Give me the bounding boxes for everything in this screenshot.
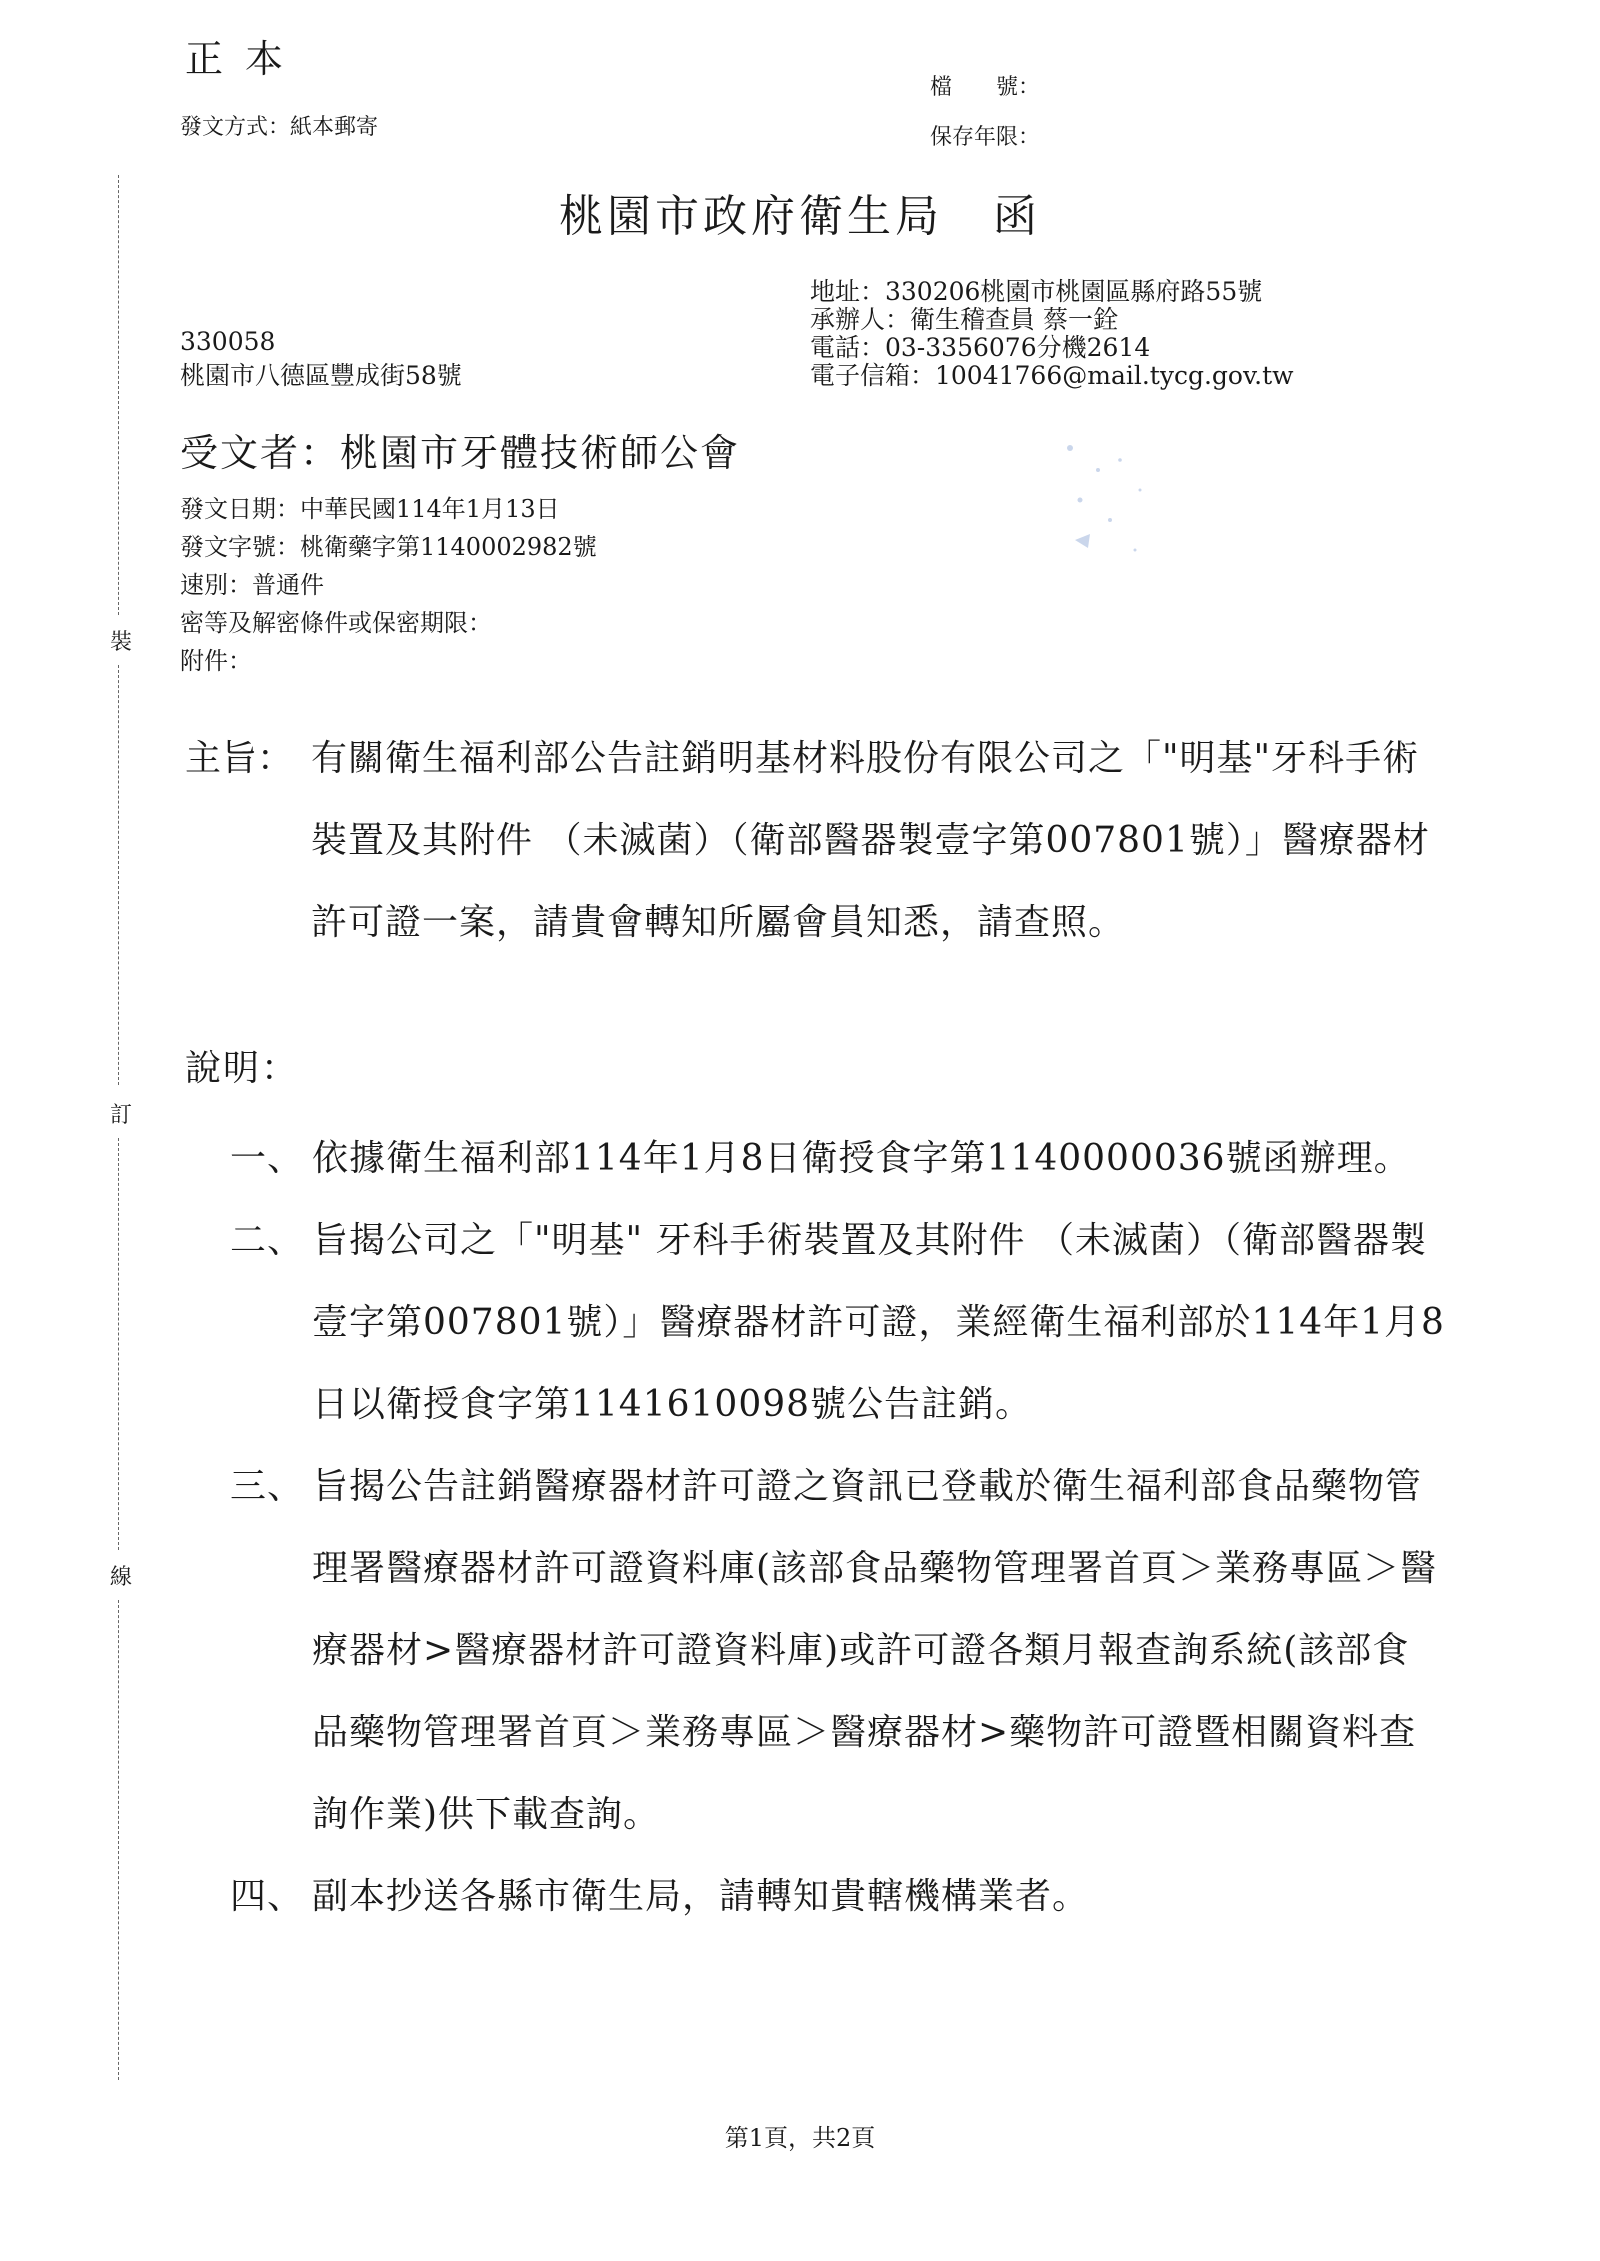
street-address: 桃園市八德區豐成街58號	[180, 361, 462, 390]
item-text: 旨揭公告註銷醫療器材許可證之資訊已登載於衛生福利部食品藥物管理署醫療器材許可證資料庫(該部食品藥物管理署首頁＞業務專區＞醫療器材>醫療器材許可證資料庫)或許可證各類月報查詢系統(該部食品藥物管理署首頁＞業務專區＞醫療器材>藥物許可證暨相關資料查詢作業)供下載查詢。	[312, 1466, 1438, 1835]
binding-mark: 線	[110, 1565, 133, 1590]
item-number: 一、	[230, 1138, 305, 1179]
item-number: 二、	[230, 1220, 305, 1261]
binding-mark: 訂	[110, 1103, 133, 1128]
delivery-speed: 速別：普通件	[180, 571, 324, 599]
item-text: 副本抄送各縣市衛生局，請轉知貴轄機構業者。	[312, 1876, 1090, 1917]
subject	[185, 718, 1445, 964]
attachment: 附件：	[180, 647, 252, 675]
retention-period-label: 保存年限：	[930, 125, 1041, 150]
stamp-smudge-icon	[1050, 430, 1170, 570]
item-number: 三、	[230, 1466, 305, 1507]
postal-code: 330058	[180, 327, 276, 356]
list-item	[230, 1856, 1445, 1938]
binding-line	[118, 1138, 119, 1550]
subject-text: 有關衛生福利部公告註銷明基材料股份有限公司之「"明基"牙科手術裝置及其附件 （未滅菌）（衛部醫器製壹字第007801號）」醫療器材許可證一案，請貴會轉知所屬會員知悉，請查照。	[311, 738, 1430, 943]
explanation-label: 說明：	[185, 1048, 300, 1089]
binding-line	[118, 175, 119, 615]
binding-mark: 裝	[110, 630, 133, 655]
phone: 電話：03-3356076分機2614	[810, 333, 1151, 362]
page-number: 第1頁，共2頁	[724, 2124, 876, 2152]
recipient-address	[180, 325, 462, 393]
list-item	[230, 1446, 1445, 1856]
list-item	[230, 1200, 1445, 1446]
copy-mark: 正本	[185, 37, 306, 81]
list-item	[230, 1118, 1445, 1200]
item-text: 旨揭公司之「"明基" 牙科手術裝置及其附件 （未滅菌）（衛部醫器製壹字第007801號）」醫療器材許可證，業經衛生福利部於114年1月8日以衛授食字第1141610098號公告註銷。	[312, 1220, 1445, 1425]
agency-name: 桃園市政府衛生局	[559, 191, 943, 242]
document-number: 發文字號：桃衛藥字第1140002982號	[180, 533, 597, 561]
binding-line	[118, 665, 119, 1085]
handler: 承辦人：衛生稽查員 蔡一銓	[810, 305, 1118, 334]
agency-address: 地址：330206桃園市桃園區縣府路55號	[810, 277, 1263, 306]
secrecy-level: 密等及解密條件或保密期限：	[180, 609, 492, 637]
binding-line	[118, 1600, 119, 2080]
subject-label: 主旨：	[185, 738, 294, 779]
send-method: 發文方式：紙本郵寄	[180, 115, 379, 140]
explanation-list	[230, 1118, 1445, 1938]
document-title	[0, 180, 1600, 244]
contact-block	[810, 278, 1294, 390]
file-number-label: 檔 號：	[930, 75, 1041, 100]
document-meta	[180, 490, 597, 680]
document-kind: 函	[993, 191, 1041, 242]
email: 電子信箱：10041766@mail.tycg.gov.tw	[810, 361, 1294, 390]
recipient: 受文者：桃園市牙體技術師公會	[180, 431, 741, 475]
issue-date: 發文日期：中華民國114年1月13日	[180, 495, 560, 523]
item-text: 依據衛生福利部114年1月8日衛授食字第1140000036號函辦理。	[312, 1138, 1411, 1179]
item-number: 四、	[230, 1876, 305, 1917]
